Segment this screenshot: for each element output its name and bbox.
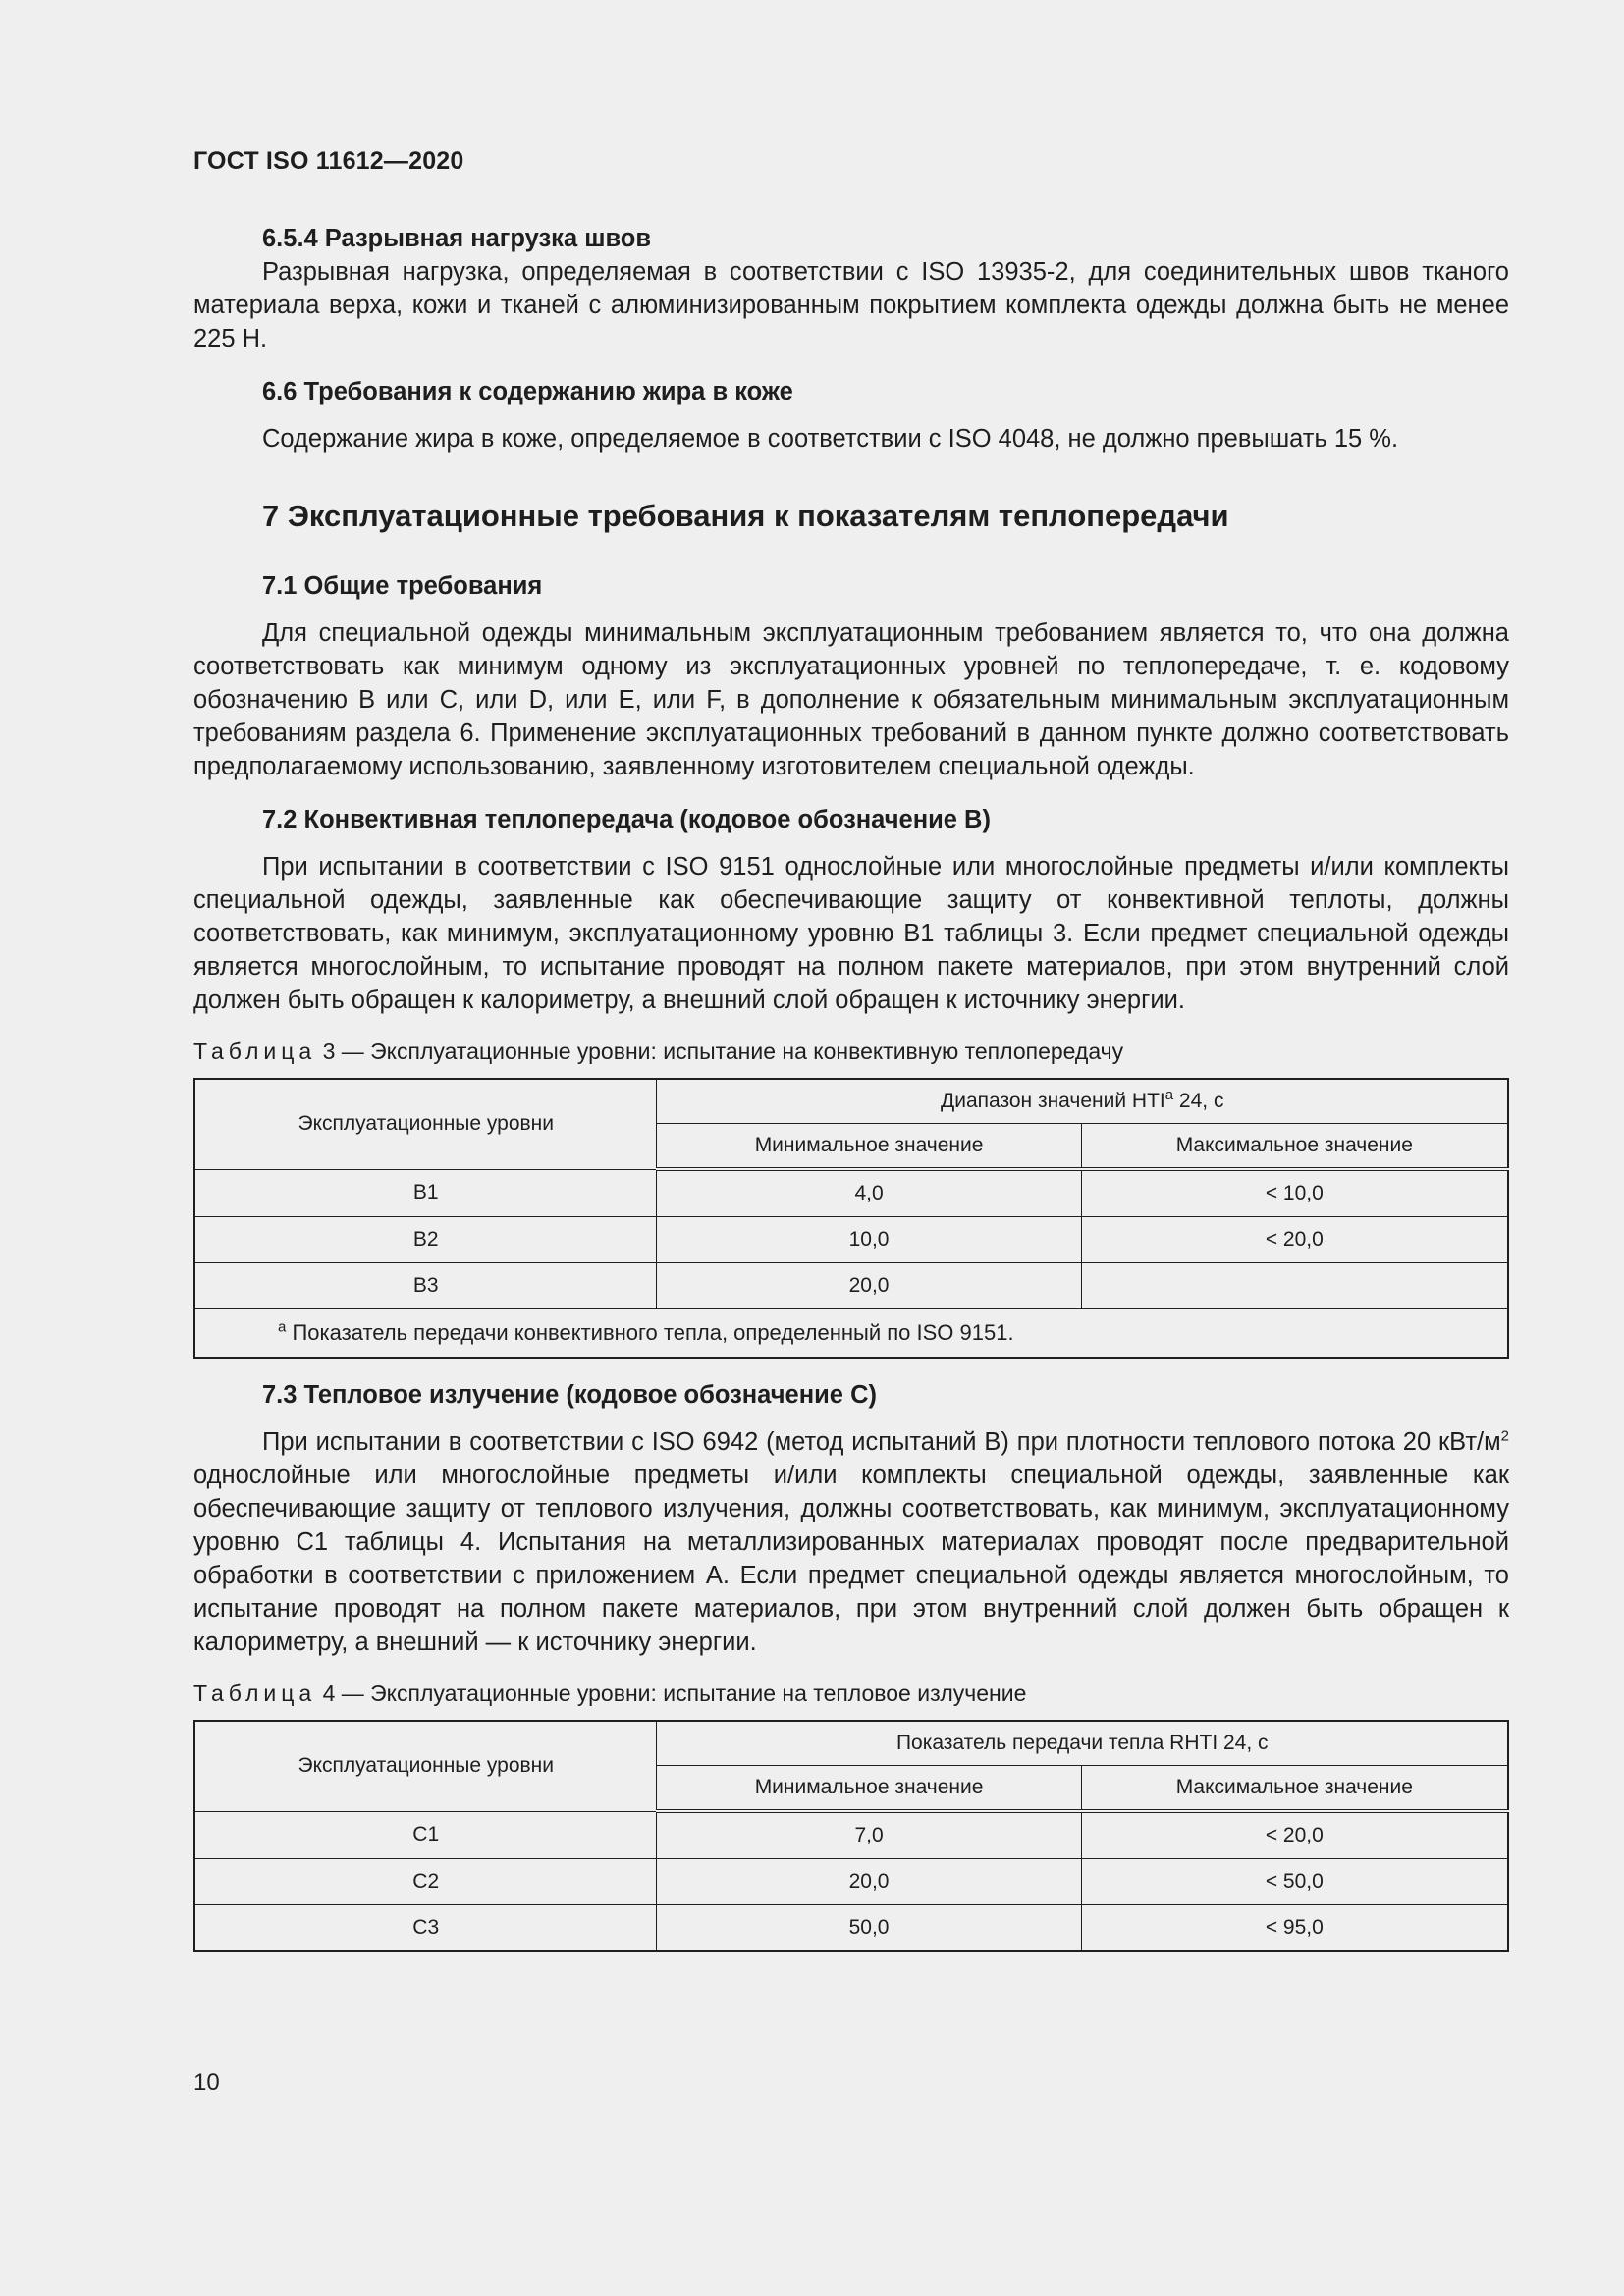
table-row — [194, 1169, 1508, 1217]
table-3-footnote: $^a$ Показатель передачи конвективного тепла, определенный по ISO 9151. — [194, 1309, 1508, 1359]
table-cell-min: 20,0 — [657, 1263, 1081, 1309]
paragraph-7-1: Для специальной одежды минимальным эксплуатационным требованием является то, что она должна соответствовать как минимум одному из эксплуатационных уровней по теплопередаче, т. е. кодовому обозначению В или С, или D, или Е, или F, в дополнение к обязательным минимальным эксплуатационным требованиям раздела 6. Применение эксплуатационных требований в данном пункте должно соответствовать предполагаемому использованию, заявленному изготовителем специальной одежды. — [193, 619, 1509, 780]
heading-6-6: 6.6 Требования к содержанию жира в коже — [262, 378, 793, 405]
table-cell-min: 7,0 — [657, 1811, 1081, 1859]
table-cell-max: < 20,0 — [1081, 1811, 1508, 1859]
heading-7-1: 7.1 Общие требования — [262, 572, 543, 600]
heading-7-3: 7.3 Тепловое излучение (кодовое обозначение С) — [262, 1381, 877, 1409]
paragraph-7-2: При испытании в соответствии с ISO 9151 однослойные или многослойные предметы и/или комплекты специальной одежды, заявленные как обеспечивающие защиту от конвективной теплоты, должны соответствовать, как минимум, эксплуатационному уровню В1 таблицы 3. Если предмет специальной одежды является многослойным, то испытание проводят на полном пакете материалов, при этом внутренний слой должен быть обращен к калориметру, а внешний слой обращен к источнику энергии. — [193, 853, 1509, 1014]
table-cell-max: < 50,0 — [1081, 1859, 1508, 1905]
paragraph-6-5-4: Разрывная нагрузка, определяемая в соответствии с ISO 13935-2, для соединительных швов тканого материала верха, кожи и тканей с алюминизированным покрытием комплекта одежды должна быть не менее 225 Н. — [193, 258, 1509, 352]
table-cell-level: B2 — [194, 1217, 657, 1263]
paragraph-7-3: При испытании в соответствии с ISO 6942 (метод испытаний В) при плотности теплового потока 20 кВт/$м^2$ однослойные или многослойные предметы и/или комплекты специальной одежды, заявленные как обеспечивающие защиту от теплового излучения, должны соответствовать, как минимум, эксплуатационному уровню С1 таблицы 4. Испытания на металлизированных материалах проводят после предварительной обработки в соответствии с приложением А. Если предмет специальной одежды является многослойным, то испытание проводят на полном пакете материалов, при этом внутренний слой должен быть обращен к калориметру, а внешний — к источнику энергии. — [193, 1427, 1509, 1656]
table-cell-max: < 10,0 — [1081, 1169, 1508, 1217]
table-row — [194, 1811, 1508, 1859]
table-3-header-range: Диапазон значений HTI$^a$ 24, с — [657, 1079, 1508, 1124]
table-4-header-min: Минимальное значение — [657, 1766, 1081, 1812]
table-3-header-min: Минимальное значение — [657, 1124, 1081, 1170]
table-cell-max: < 95,0 — [1081, 1905, 1508, 1952]
table-3-header-max: Максимальное значение — [1081, 1124, 1508, 1170]
page-content — [193, 222, 1509, 1952]
table-cell-level: C2 — [194, 1859, 657, 1905]
table-4-header-max: Максимальное значение — [1081, 1766, 1508, 1812]
table-cell-max — [1081, 1263, 1508, 1309]
table-4-header-range: Показатель передачи тепла RHTI 24, с — [657, 1721, 1508, 1766]
paragraph-6-6: Содержание жира в коже, определяемое в соответствии с ISO 4048, не должно превышать 15 %. — [262, 425, 1399, 453]
table-cell-min: 4,0 — [657, 1169, 1081, 1217]
table-cell-min: 50,0 — [657, 1905, 1081, 1952]
table-row — [194, 1263, 1508, 1309]
table-cell-level: C3 — [194, 1905, 657, 1952]
page-number: 10 — [193, 2069, 220, 2096]
table-cell-min: 20,0 — [657, 1859, 1081, 1905]
table-cell-level: B3 — [194, 1263, 657, 1309]
heading-6-5-4: 6.5.4 Разрывная нагрузка швов — [262, 225, 652, 252]
table-4-header-levels: Эксплуатационные уровни — [194, 1721, 657, 1811]
heading-7-2: 7.2 Конвективная теплопередача (кодовое обозначение В) — [262, 806, 991, 833]
table-4-caption: Таблица 4 — Эксплуатационные уровни: испытание на тепловое излучение — [193, 1681, 1027, 1706]
table-cell-level: C1 — [194, 1811, 657, 1859]
running-head: ГОСТ ISO 11612—2020 — [193, 147, 464, 175]
table-cell-max: < 20,0 — [1081, 1217, 1508, 1263]
table-row — [194, 1859, 1508, 1905]
table-row — [194, 1217, 1508, 1263]
table-4 — [193, 1720, 1509, 1952]
table-row — [194, 1905, 1508, 1952]
table-3-header-levels: Эксплуатационные уровни — [194, 1079, 657, 1169]
table-cell-level: B1 — [194, 1169, 657, 1217]
table-3-caption: Таблица 3 — Эксплуатационные уровни: испытание на конвективную теплопередачу — [193, 1039, 1124, 1064]
heading-section-7: 7 Эксплуатационные требования к показателям теплопередачи — [262, 499, 1229, 533]
table-3 — [193, 1078, 1509, 1359]
table-cell-min: 10,0 — [657, 1217, 1081, 1263]
